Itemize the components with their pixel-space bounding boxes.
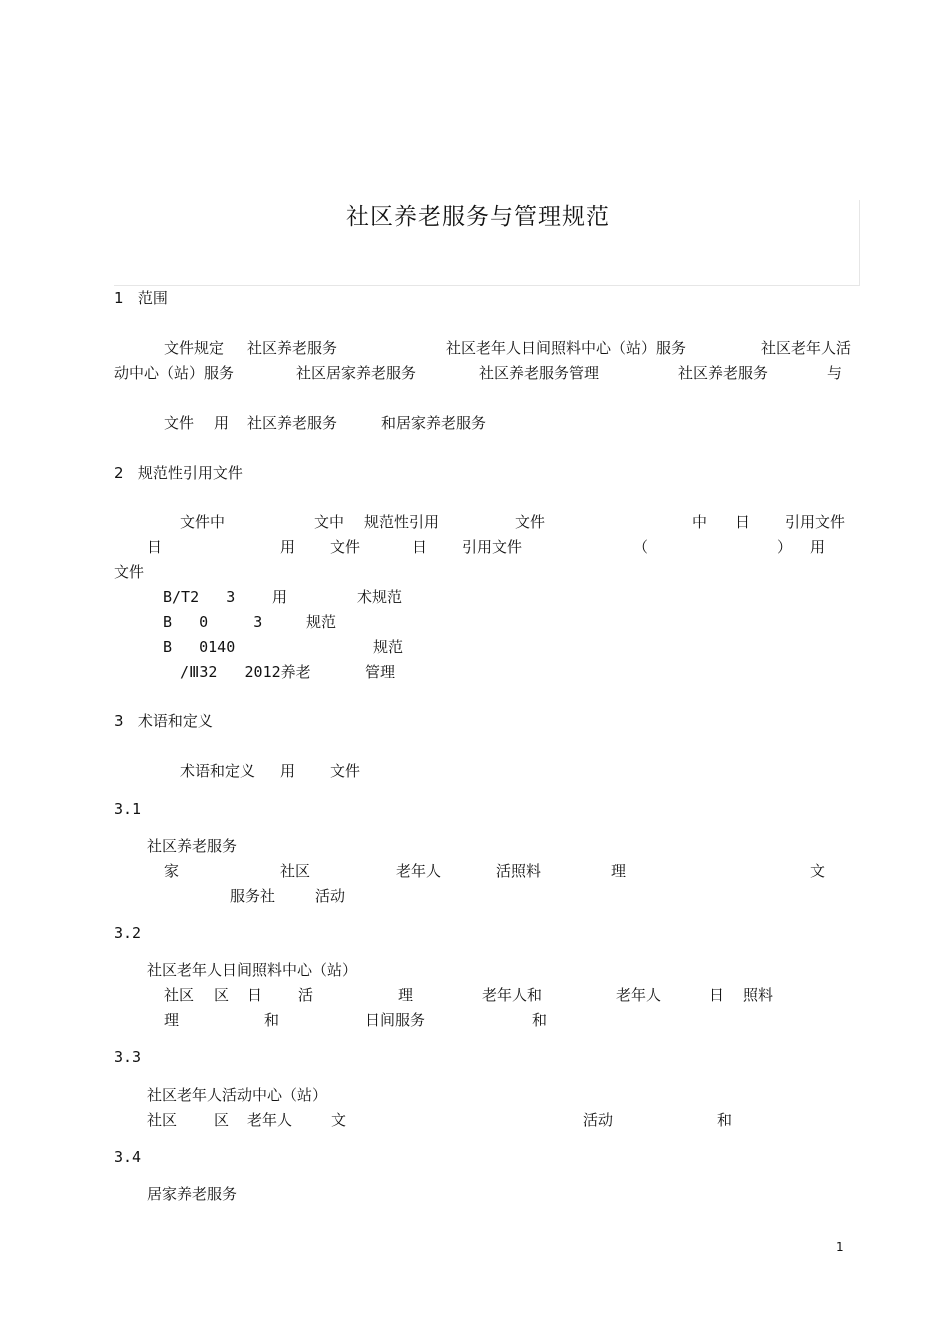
- page-number: 1: [836, 1240, 844, 1254]
- s2-text: ）: [777, 538, 793, 556]
- document-title: 社区养老服务与管理规范: [346, 204, 610, 230]
- s3-text: 术语和定义: [180, 762, 256, 780]
- reference-code: B 0140: [163, 638, 236, 656]
- term-text: 理: [611, 862, 627, 880]
- term-text: 文: [331, 1111, 347, 1129]
- s1-text: 社区居家养老服务: [296, 364, 417, 382]
- s1-text: 动中心（站）服务: [114, 364, 235, 382]
- s2-text: 日: [735, 513, 751, 531]
- term-name: 居家养老服务: [147, 1185, 238, 1203]
- term-text: 活动: [315, 887, 346, 905]
- term-text: 日间服务: [365, 1011, 426, 1029]
- term-text: 区: [214, 986, 230, 1004]
- s2-text: 规范性引用: [364, 513, 440, 531]
- reference-text: 规范: [306, 613, 337, 631]
- term-text: 活照料: [496, 862, 542, 880]
- s2-text: 用: [810, 538, 826, 556]
- section-2-heading: 2 规范性引用文件: [114, 464, 243, 482]
- term-name: 社区老年人活动中心（站）: [147, 1086, 328, 1104]
- s2-text: 文件: [114, 563, 145, 581]
- term-text: 活: [298, 986, 314, 1004]
- term-text: 社区: [147, 1111, 178, 1129]
- s1-text: 社区养老服务: [247, 414, 338, 432]
- reference-code: /Ⅲ32 2012养老: [180, 663, 311, 681]
- reference-text: 规范: [373, 638, 404, 656]
- term-text: 服务社: [230, 887, 276, 905]
- s2-text: 文件: [330, 538, 361, 556]
- term-text: 老年人: [247, 1111, 293, 1129]
- section-3-heading: 3 术语和定义: [114, 712, 213, 730]
- term-text: 文: [810, 862, 826, 880]
- term-text: 社区: [280, 862, 311, 880]
- s1-text: 社区养老服务: [678, 364, 769, 382]
- term-name: 社区老年人日间照料中心（站）: [147, 961, 358, 979]
- s2-text: 文件中: [180, 513, 226, 531]
- s1-text: 社区老年人日间照料中心（站）服务: [446, 339, 687, 357]
- s2-text: 引用文件: [785, 513, 846, 531]
- s2-text: （: [633, 538, 649, 556]
- term-number: 3.3: [114, 1048, 142, 1066]
- header-divider: [114, 285, 860, 286]
- term-text: 活动: [583, 1111, 614, 1129]
- s2-text: 引用文件: [462, 538, 523, 556]
- section-1-heading: 1 范围: [114, 289, 168, 307]
- term-text: 老年人: [616, 986, 662, 1004]
- s1-text: 社区养老服务管理: [479, 364, 600, 382]
- s3-text: 文件: [330, 762, 361, 780]
- term-text: 和: [717, 1111, 733, 1129]
- term-text: 社区: [164, 986, 195, 1004]
- term-text: 老年人和: [482, 986, 543, 1004]
- reference-text: 用: [272, 588, 288, 606]
- s1-text: 和居家养老服务: [381, 414, 487, 432]
- term-text: 理: [398, 986, 414, 1004]
- term-text: 家: [164, 862, 180, 880]
- s2-text: 日: [412, 538, 428, 556]
- s1-text: 社区老年人活: [761, 339, 852, 357]
- s1-text: 与: [827, 364, 843, 382]
- s2-text: 文件: [515, 513, 546, 531]
- term-text: 和: [264, 1011, 280, 1029]
- s2-text: 中: [692, 513, 708, 531]
- term-text: 日: [247, 986, 263, 1004]
- reference-text: 管理: [365, 663, 396, 681]
- term-number: 3.1: [114, 800, 142, 818]
- header-frame-right: [859, 200, 860, 286]
- term-number: 3.4: [114, 1148, 142, 1166]
- reference-text: 术规范: [357, 588, 403, 606]
- term-text: 区: [214, 1111, 230, 1129]
- reference-code: B 0 3: [163, 613, 263, 631]
- term-text: 日: [709, 986, 725, 1004]
- term-text: 老年人: [396, 862, 442, 880]
- s2-text: 用: [280, 538, 296, 556]
- s1-text: 社区养老服务: [247, 339, 338, 357]
- term-text: 照料: [743, 986, 774, 1004]
- term-text: 和: [532, 1011, 548, 1029]
- term-name: 社区养老服务: [147, 837, 238, 855]
- term-number: 3.2: [114, 924, 142, 942]
- reference-code: B/T2 3: [163, 588, 236, 606]
- s3-text: 用: [280, 762, 296, 780]
- s2-text: 日: [147, 538, 163, 556]
- term-text: 理: [164, 1011, 180, 1029]
- s1-text: 文件规定: [164, 339, 225, 357]
- s1-text: 文件: [164, 414, 195, 432]
- s1-text: 用: [214, 414, 230, 432]
- s2-text: 文中: [314, 513, 345, 531]
